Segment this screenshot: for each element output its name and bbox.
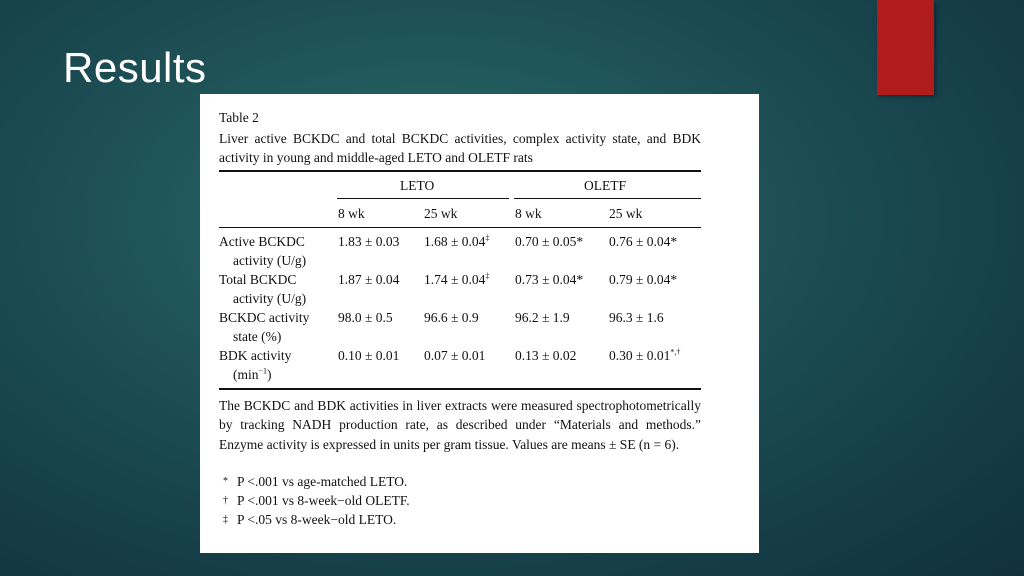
- footnote-mark: †: [223, 495, 228, 506]
- table-cell: 1.83 ± 0.03: [338, 234, 400, 249]
- leto-rule: [337, 198, 509, 199]
- table-cell: 1.87 ± 0.04: [338, 272, 400, 287]
- footnote-mark: ‡: [485, 271, 490, 281]
- table-cell: 96.3 ± 1.6: [609, 310, 664, 325]
- oletf-rule: [514, 198, 701, 199]
- group-header-leto: LETO: [400, 178, 435, 193]
- subheader-oletf-25wk: 25 wk: [609, 206, 643, 221]
- accent-bar: [877, 0, 934, 95]
- footnote: † P <.001 vs 8-week−old OLETF.: [223, 493, 410, 508]
- subheader-leto-25wk: 25 wk: [424, 206, 458, 221]
- bottom-rule: [219, 388, 701, 390]
- footnote-mark: ‡: [223, 514, 228, 525]
- row-label-cont: activity (U/g): [233, 291, 307, 306]
- footnote: * P <.001 vs age-matched LETO.: [223, 474, 408, 489]
- row-label-cont: $(\min^{-1})$: [233, 366, 272, 382]
- table-label: Table 2: [219, 110, 259, 125]
- table-cell: 0.10 ± 0.01: [338, 348, 400, 363]
- table-cell: 0.70 ± 0.05*: [515, 234, 584, 249]
- table-cell: 0.07 ± 0.01: [424, 348, 486, 363]
- group-header-oletf: OLETF: [584, 178, 626, 193]
- table-cell: 98.0 ± 0.5: [338, 310, 393, 325]
- table-cell: 0.76 ± 0.04*: [609, 234, 678, 249]
- table-cell: 0.73 ± 0.04*: [515, 272, 584, 287]
- row-label: BDK activity: [219, 348, 292, 363]
- row-label: BCKDC activity: [219, 310, 310, 325]
- slide-title: Results: [63, 44, 207, 91]
- row-label-cont: activity (U/g): [233, 253, 307, 268]
- table-cell: 1.74 ± 0.04‡: [424, 271, 490, 287]
- subheader-leto-8wk: 8 wk: [338, 206, 365, 221]
- table-cell: 96.2 ± 1.9: [515, 310, 570, 325]
- table-cell: 1.68 ± 0.04‡: [424, 233, 490, 249]
- top-rule: [219, 170, 701, 172]
- table-cell: 0.13 ± 0.02: [515, 348, 577, 363]
- table-figure: [200, 94, 759, 553]
- table-cell: 96.6 ± 0.9: [424, 310, 479, 325]
- table-footnote-text: The BCKDC and BDK activities in liver extracts were measured spectrophotometrically by tracking NADH production rate, as described under “Materials and methods.” Enzyme activity is expressed in units per gram tissue. Values are means ± SE (n = 6).: [219, 398, 701, 452]
- header-rule: [219, 227, 701, 228]
- row-label: Active BCKDC: [219, 234, 305, 249]
- row-label: Total BCKDC: [219, 272, 297, 287]
- table-cell: 0.79 ± 0.04*: [609, 272, 678, 287]
- footnote-mark: ‡: [485, 233, 490, 243]
- table-cell: 0.30 ± 0.01*,†: [609, 347, 681, 363]
- superscript: −1: [258, 366, 268, 376]
- subheader-oletf-8wk: 8 wk: [515, 206, 542, 221]
- table-caption: Liver active BCKDC and total BCKDC activities, complex activity state, and BDK activity in young and middle-aged LETO and OLETF rats: [219, 131, 701, 165]
- footnote-mark: *,†: [670, 347, 681, 357]
- row-label-cont: state (%): [233, 329, 282, 344]
- footnote: ‡ P <.05 vs 8-week−old LETO.: [223, 512, 397, 527]
- footnote-mark: *: [223, 476, 228, 487]
